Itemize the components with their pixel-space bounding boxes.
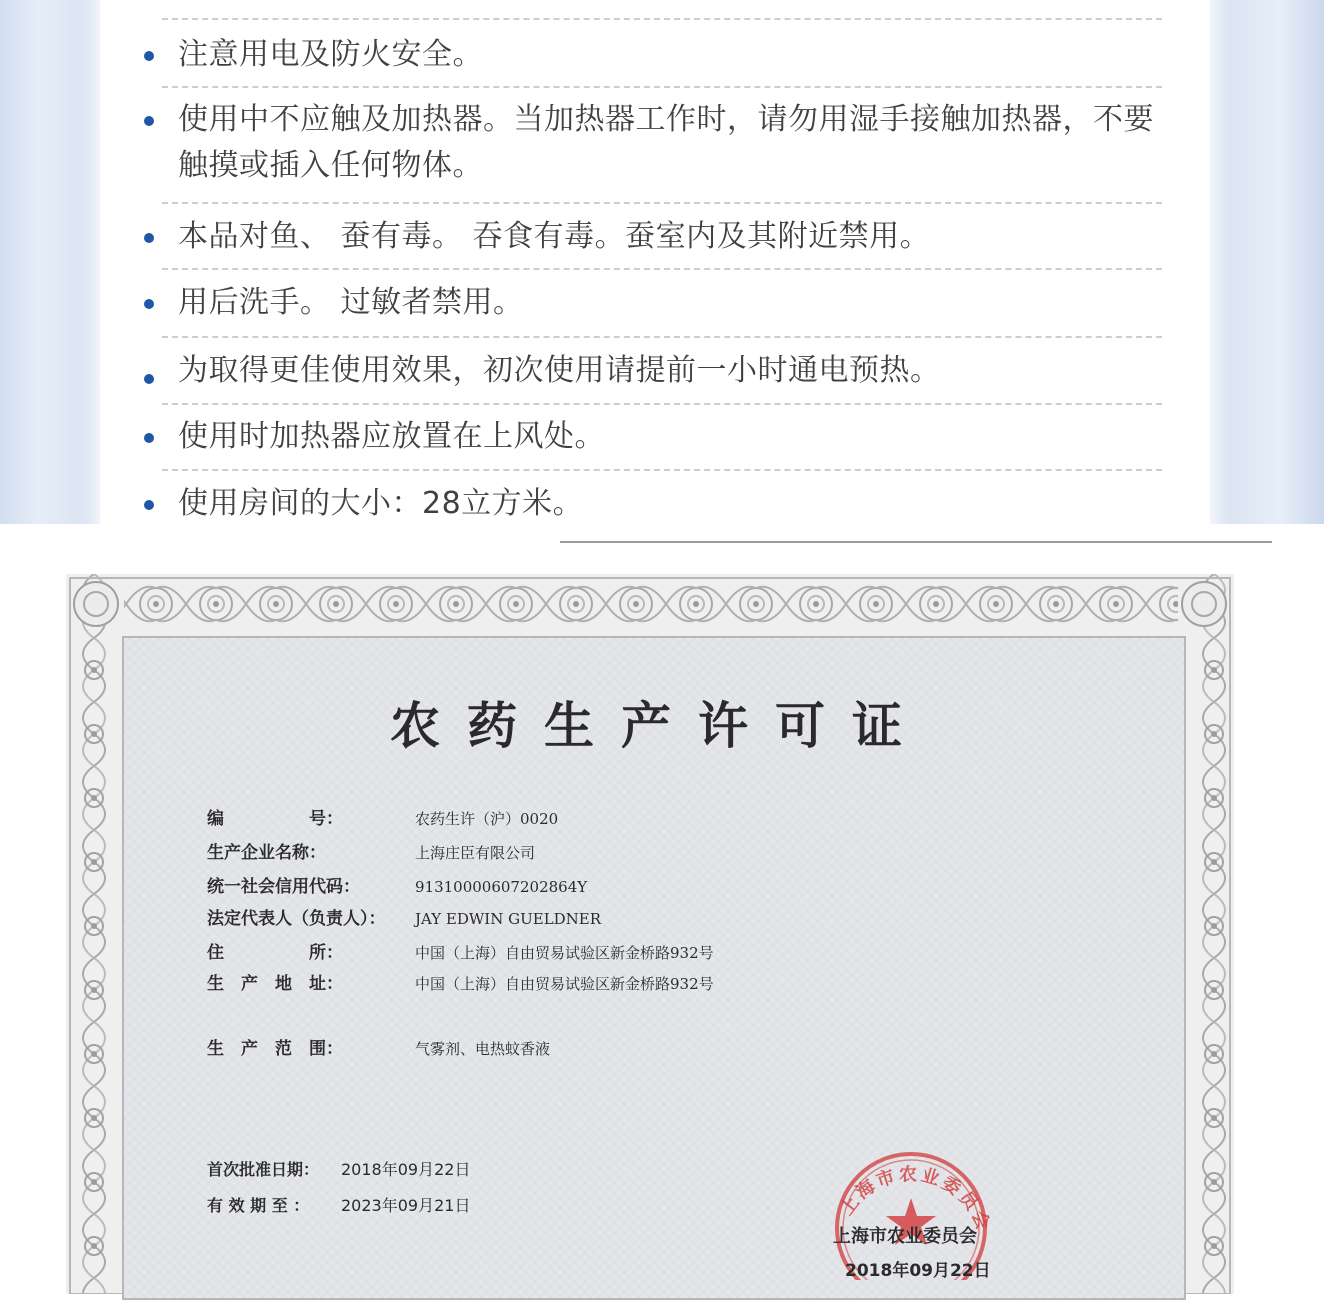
divider <box>162 469 1162 471</box>
issue-date: 2018年09月22日 <box>845 1261 991 1281</box>
field-value: 气雾剂、电热蚊香液 <box>415 1040 551 1058</box>
divider <box>162 336 1162 338</box>
field-label: 统一社会信用代码： <box>207 877 360 897</box>
bullet-icon <box>144 51 154 61</box>
divider <box>162 403 1162 405</box>
field-label: 生产企业名称： <box>207 843 326 863</box>
notice-text: 用后洗手。 过敏者禁用。 <box>178 285 524 320</box>
field-value: 上海庄臣有限公司 <box>415 844 536 862</box>
notice-text: 注意用电及防火安全。 <box>178 37 483 72</box>
notice-item <box>140 97 1200 189</box>
bullet-icon <box>144 299 154 309</box>
bullet-icon <box>144 433 154 443</box>
bullet-icon <box>144 116 154 126</box>
field-value: JAY EDWIN GUELDNER <box>415 910 602 928</box>
notice-text: 使用时加热器应放置在上风处。 <box>178 419 605 454</box>
field-value: 中国（上海）自由贸易试验区新金桥路932号 <box>415 975 714 993</box>
date-value: 2023年09月21日 <box>341 1196 471 1215</box>
stamp-text: 上海市农业委员会 <box>836 1164 995 1236</box>
divider <box>162 86 1162 88</box>
divider <box>162 268 1162 270</box>
bullet-icon <box>144 374 154 384</box>
issuer-name: 上海市农业委员会 <box>833 1226 977 1247</box>
notice-text: 为取得更佳使用效果，初次使用请提前一小时通电预热。 <box>178 353 941 388</box>
bullet-icon <box>144 233 154 243</box>
field-value: 91310000607202864Y <box>415 878 588 896</box>
notice-item <box>140 280 1200 326</box>
field-label: 法定代表人（负责人）： <box>207 909 386 929</box>
date-label: 首次批准日期： <box>207 1160 320 1179</box>
separator-line <box>560 541 1272 543</box>
field-label: 住 所： <box>207 943 343 963</box>
notice-text: 本品对鱼、 蚕有毒。 吞食有毒。蚕室内及其附近禁用。 <box>178 219 931 254</box>
date-label: 有 效 期 至 ： <box>207 1196 310 1215</box>
divider <box>162 202 1162 204</box>
field-value: 中国（上海）自由贸易试验区新金桥路932号 <box>415 944 714 962</box>
field-value: 农药生许（沪）0020 <box>415 810 559 828</box>
field-label: 生 产 地 址： <box>207 974 343 994</box>
bullet-icon <box>144 500 154 510</box>
notice-item <box>140 481 1200 524</box>
valid-until-date <box>207 1193 470 1216</box>
notice-text: 使用房间的大小：28立方米。 <box>178 486 584 521</box>
notice-section <box>0 0 1324 524</box>
notice-item <box>140 32 1200 78</box>
notice-item <box>140 348 1200 394</box>
first-approval-date <box>207 1157 470 1180</box>
notice-text: 使用中不应触及加热器。当加热器工作时，请勿用湿手接触加热器，不要触摸或插入任何物体。 <box>178 102 1154 183</box>
certificate <box>66 574 1234 1294</box>
field-label: 编 号： <box>207 809 343 829</box>
field-label: 生 产 范 围： <box>207 1039 343 1059</box>
notice-item <box>140 414 1200 460</box>
certificate-title: 农药生产许可证 <box>390 696 929 755</box>
notice-item <box>140 214 1200 260</box>
divider <box>162 18 1162 20</box>
date-value: 2018年09月22日 <box>341 1160 471 1179</box>
